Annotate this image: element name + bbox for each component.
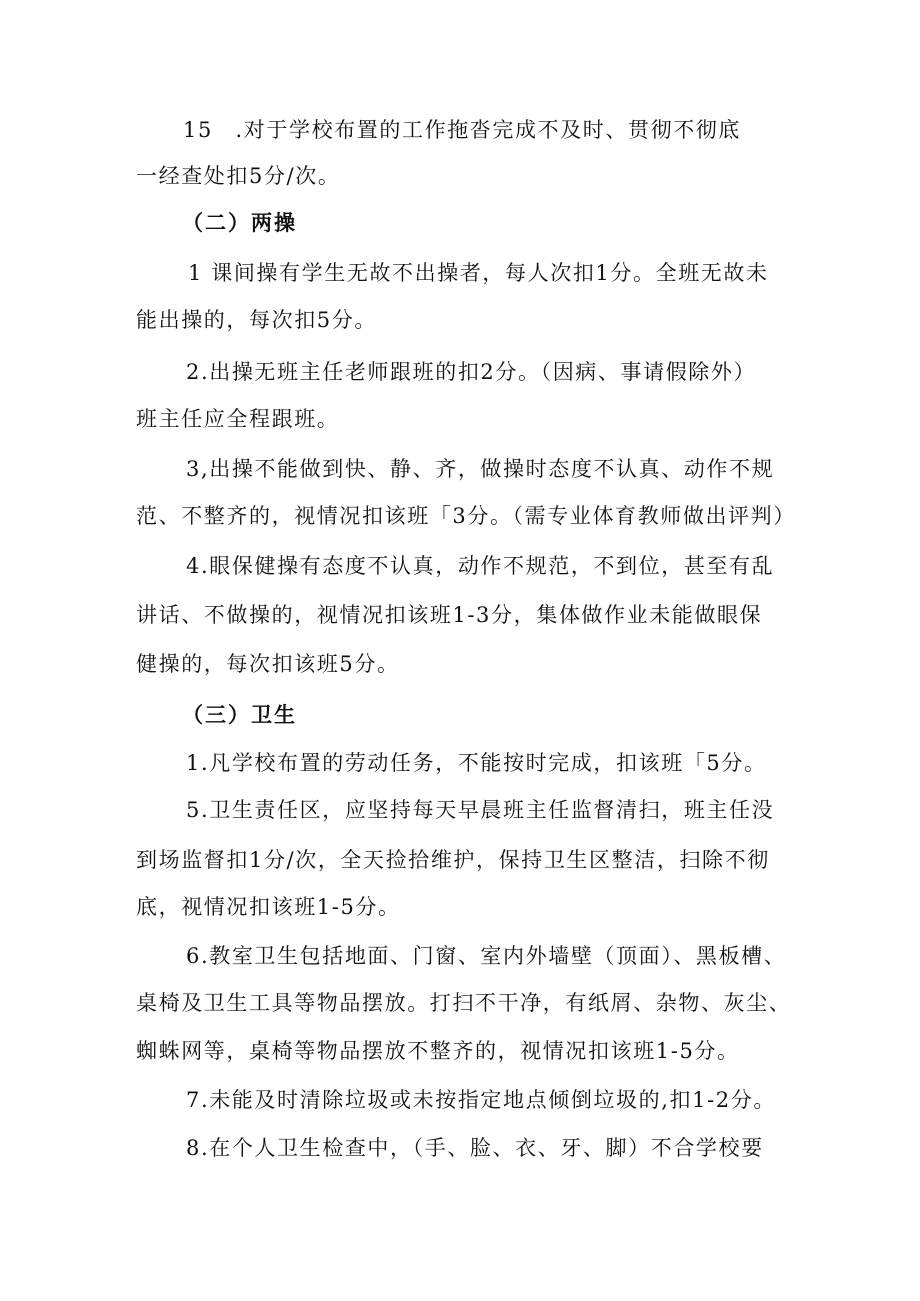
exercise-item-3-line-2: 范、不整齐的，视情况扣该班「3分。（需专业体育教师做出评判） <box>136 504 796 528</box>
hygiene-item-5-line-2: 到场监督扣1分/次，全天捡拾维护，保持卫生区整洁，扫除不彻 <box>136 848 770 872</box>
exercise-item-1-line-2: 能出操的，每次扣5分。 <box>136 308 377 332</box>
item-15-line-2: 一经查处扣5分/次。 <box>136 164 341 188</box>
exercise-item-3-line-1: 3,出操不能做到快、静、齐，做操时态度不认真、动作不规 <box>186 457 775 481</box>
section-heading-two-exercises: （二）两操 <box>182 210 297 235</box>
exercise-item-1-line-1: 1 课间操有学生无故不出操者，每人次扣1分。全班无故未 <box>188 261 769 285</box>
hygiene-item-6-line-3: 蜘蛛网等，桌椅等物品摆放不整齐的，视情况扣该班1-5分。 <box>136 1039 740 1063</box>
hygiene-item-5-line-3: 底，视情况扣该班1-5分。 <box>136 895 401 919</box>
hygiene-item-7-line-1: 7.未能及时清除垃圾或未按指定地点倾倒垃圾的,扣1-2分。 <box>186 1088 776 1112</box>
item-15-line-1: 15 .对于学校布置的工作拖沓完成不及时、贯彻不彻底 <box>183 118 741 142</box>
exercise-item-4-line-3: 健操的，每次扣该班5分。 <box>136 652 400 676</box>
hygiene-item-6-line-2: 桌椅及卫生工具等物品摆放。打扫不干净，有纸屑、杂物、灰尘、 <box>136 991 792 1015</box>
hygiene-item-8-line-1: 8.在个人卫生检查中，（手、脸、衣、牙、脚）不合学校要 <box>186 1136 764 1160</box>
exercise-item-2-line-1: 2.出操无班主任老师跟班的扣2分。（因病、事请假除外） <box>186 360 757 384</box>
exercise-item-2-line-2: 班主任应全程跟班。 <box>136 407 340 431</box>
hygiene-item-1-line-1: 1.凡学校布置的劳动任务，不能按时完成，扣该班「5分。 <box>186 751 767 775</box>
hygiene-item-5-line-1: 5.卫生责任区，应坚持每天早晨班主任监督清扫，班主任没 <box>186 798 775 822</box>
exercise-item-4-line-1: 4.眼保健操有态度不认真，动作不规范，不到位，甚至有乱 <box>186 554 775 578</box>
hygiene-item-6-line-1: 6.教室卫生包括地面、门窗、室内外墙壁（顶面）、黑板槽、 <box>186 944 787 968</box>
section-heading-hygiene: （三）卫生 <box>182 702 297 727</box>
exercise-item-4-line-2: 讲话、不做操的，视情况扣该班1-3分，集体做作业未能做眼保 <box>136 603 763 627</box>
